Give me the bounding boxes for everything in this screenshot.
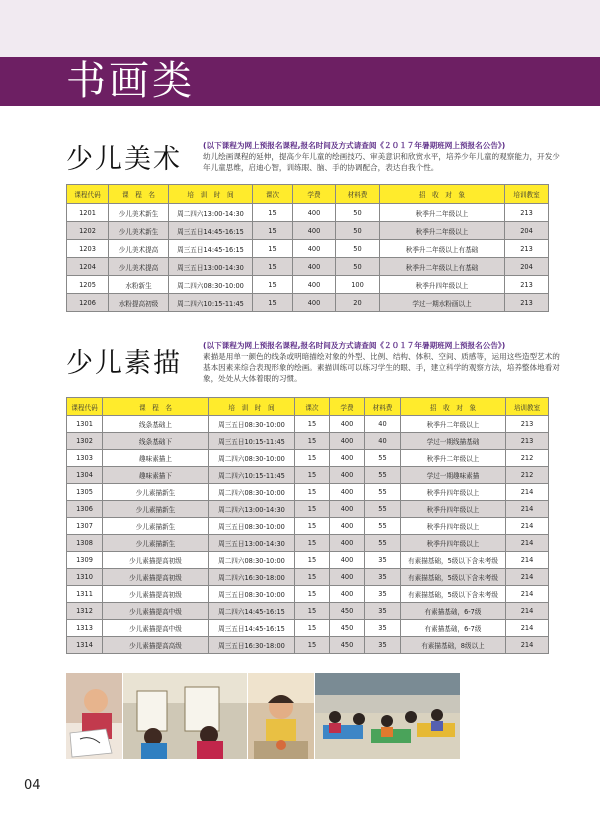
classroom-cell: 213 (506, 416, 549, 433)
sketch-section-title: 少儿素描 (66, 348, 182, 379)
eligibility-cell: 秋季升二年级以上有基础 (380, 258, 505, 276)
eligibility-cell: 有素描基础，5级以下含未考级 (401, 552, 506, 569)
schedule-cell: 周三五日10:15-11:45 (209, 433, 295, 450)
course-code-cell: 1302 (67, 433, 103, 450)
course-name-cell: 线条基础上 (103, 416, 209, 433)
eligibility-cell: 秋季升二年级以上 (401, 450, 506, 467)
material-fee-cell: 55 (365, 450, 401, 467)
eligibility-cell: 秋季升四年级以上 (401, 518, 506, 535)
course-code-cell: 1303 (67, 450, 103, 467)
tuition-cell: 400 (330, 569, 365, 586)
page-number: 04 (24, 778, 41, 793)
tuition-cell: 400 (330, 535, 365, 552)
classroom-cell: 213 (505, 204, 549, 222)
tuition-cell: 400 (330, 484, 365, 501)
eligibility-cell: 秋季升二年级以上 (401, 416, 506, 433)
photo-art-class-group (315, 673, 460, 759)
tuition-cell: 450 (330, 637, 365, 654)
sketch-enrollment-note: (以下课程为网上预报名课程,报名时间及方式请查阅《２０１７年暑期班网上预报名公告》) (203, 341, 506, 350)
course-code-cell: 1310 (67, 569, 103, 586)
column-header: 培 训 时 间 (169, 185, 253, 204)
material-fee-cell: 50 (336, 240, 380, 258)
photo-child-drawing (66, 673, 122, 759)
course-name-cell: 少儿素描提高高级 (103, 637, 209, 654)
tuition-cell: 400 (330, 518, 365, 535)
eligibility-cell: 秋季升四年级以上 (401, 535, 506, 552)
course-name-cell: 少儿素描提高中级 (103, 603, 209, 620)
course-name-cell: 少儿素描提高中级 (103, 620, 209, 637)
course-code-cell: 1308 (67, 535, 103, 552)
schedule-cell: 周三五日13:00-14:30 (169, 258, 253, 276)
sessions-cell: 15 (295, 518, 330, 535)
eligibility-cell: 秋季升二年级以上有基础 (380, 240, 505, 258)
eligibility-cell: 学过一期水粉画以上 (380, 294, 505, 312)
eligibility-cell: 学过一期趣味素描 (401, 467, 506, 484)
tuition-cell: 400 (330, 450, 365, 467)
material-fee-cell: 55 (365, 501, 401, 518)
course-code-cell: 1301 (67, 416, 103, 433)
classroom-cell: 213 (505, 240, 549, 258)
tuition-cell: 400 (293, 222, 336, 240)
tuition-cell: 400 (330, 416, 365, 433)
material-fee-cell: 35 (365, 620, 401, 637)
course-name-cell: 少儿素描新生 (103, 518, 209, 535)
table-row (67, 258, 549, 276)
material-fee-cell: 20 (336, 294, 380, 312)
schedule-cell: 周二四六08:30-10:00 (209, 450, 295, 467)
course-name-cell: 趣味素描下 (103, 467, 209, 484)
course-code-cell: 1202 (67, 222, 109, 240)
sessions-cell: 15 (295, 433, 330, 450)
column-header: 材料费 (365, 398, 401, 416)
classroom-cell: 204 (505, 258, 549, 276)
table-row (67, 552, 549, 569)
course-name-cell: 少儿美术新生 (109, 204, 169, 222)
tuition-cell: 400 (293, 204, 336, 222)
schedule-cell: 周三五日14:45-16:15 (169, 240, 253, 258)
course-code-cell: 1307 (67, 518, 103, 535)
material-fee-cell: 40 (365, 433, 401, 450)
classroom-cell: 214 (506, 501, 549, 518)
schedule-cell: 周三五日14:45-16:15 (169, 222, 253, 240)
material-fee-cell: 50 (336, 204, 380, 222)
column-header: 课程代码 (67, 398, 103, 416)
table-row (67, 240, 549, 258)
photo-classroom-easels (123, 673, 247, 759)
material-fee-cell: 55 (365, 467, 401, 484)
schedule-cell: 周三五日16:30-18:00 (209, 637, 295, 654)
schedule-cell: 周三五日08:30-10:00 (209, 416, 295, 433)
course-name-cell: 少儿美术提高 (109, 258, 169, 276)
classroom-cell: 213 (505, 294, 549, 312)
table-row (67, 586, 549, 603)
sessions-cell: 15 (253, 222, 293, 240)
art-description: 幼儿绘画课程的延伸，提高少年儿童的绘画技巧、审美意识和欣赏水平，培养少年儿童的观察能力，开发少年儿童思维，启迪心智，训练眼、脑、手的协调配合，表达自我个性。 (203, 152, 560, 172)
course-name-cell: 少儿素描提高初级 (103, 569, 209, 586)
course-name-cell: 少儿美术提高 (109, 240, 169, 258)
material-fee-cell: 35 (365, 569, 401, 586)
table-row (67, 569, 549, 586)
table-row (67, 433, 549, 450)
course-name-cell: 少儿素描新生 (103, 484, 209, 501)
material-fee-cell: 35 (365, 552, 401, 569)
table-row (67, 535, 549, 552)
schedule-cell: 周二四六14:45-16:15 (209, 603, 295, 620)
classroom-cell: 213 (505, 276, 549, 294)
schedule-cell: 周二四六10:15-11:45 (209, 467, 295, 484)
eligibility-cell: 有素描基础，8级以上 (401, 637, 506, 654)
course-name-cell: 少儿素描新生 (103, 535, 209, 552)
table-row (67, 501, 549, 518)
column-header: 学费 (293, 185, 336, 204)
table-header-row (67, 185, 549, 204)
material-fee-cell: 35 (365, 586, 401, 603)
tuition-cell: 400 (330, 552, 365, 569)
tuition-cell: 450 (330, 620, 365, 637)
tuition-cell: 400 (293, 294, 336, 312)
schedule-cell: 周二四六08:30-10:00 (209, 552, 295, 569)
tuition-cell: 400 (330, 501, 365, 518)
eligibility-cell: 秋季升四年级以上 (401, 501, 506, 518)
material-fee-cell: 40 (365, 416, 401, 433)
schedule-cell: 周二四六10:15-11:45 (169, 294, 253, 312)
photo-child-crafting (248, 673, 314, 759)
material-fee-cell: 35 (365, 603, 401, 620)
tuition-cell: 400 (330, 586, 365, 603)
classroom-cell: 214 (506, 484, 549, 501)
sessions-cell: 15 (295, 637, 330, 654)
table-header-row (67, 398, 549, 416)
course-code-cell: 1205 (67, 276, 109, 294)
schedule-cell: 周二四六13:00-14:30 (209, 501, 295, 518)
schedule-cell: 周二四六13:00-14:30 (169, 204, 253, 222)
tuition-cell: 400 (293, 258, 336, 276)
course-name-cell: 水粉提高初级 (109, 294, 169, 312)
art-schedule-table (66, 184, 549, 312)
sessions-cell: 15 (295, 416, 330, 433)
table-row (67, 204, 549, 222)
course-name-cell: 少儿素描新生 (103, 501, 209, 518)
sessions-cell: 15 (295, 501, 330, 518)
course-name-cell: 线条基础下 (103, 433, 209, 450)
material-fee-cell: 35 (365, 637, 401, 654)
sketch-schedule-table (66, 397, 549, 654)
material-fee-cell: 100 (336, 276, 380, 294)
column-header: 材料费 (336, 185, 380, 204)
classroom-cell: 212 (506, 467, 549, 484)
course-code-cell: 1311 (67, 586, 103, 603)
course-name-cell: 少儿素描提高初级 (103, 552, 209, 569)
sessions-cell: 15 (295, 552, 330, 569)
schedule-cell: 周二四六16:30-18:00 (209, 569, 295, 586)
sessions-cell: 15 (253, 276, 293, 294)
course-code-cell: 1314 (67, 637, 103, 654)
course-code-cell: 1203 (67, 240, 109, 258)
schedule-cell: 周三五日08:30-10:00 (209, 586, 295, 603)
sessions-cell: 15 (253, 258, 293, 276)
eligibility-cell: 秋季升四年级以上 (380, 276, 505, 294)
course-code-cell: 1306 (67, 501, 103, 518)
eligibility-cell: 秋季升二年级以上 (380, 222, 505, 240)
column-header: 课次 (295, 398, 330, 416)
tuition-cell: 400 (330, 467, 365, 484)
course-code-cell: 1312 (67, 603, 103, 620)
material-fee-cell: 50 (336, 258, 380, 276)
eligibility-cell: 有素描基础，5级以下含未考级 (401, 586, 506, 603)
material-fee-cell: 50 (336, 222, 380, 240)
sketch-description: 素描是用单一颜色的线条或明暗描绘对象的外型、比例、结构、体积、空间、质感等，运用这些造型艺术的基本因素来综合表现形象的绘画。素描训练可以练习学生的眼、手，建立科学的观察方法，培养整体地看对象，处处从大体着眼的习惯。 (203, 352, 560, 383)
banner-title: 书画类 (66, 58, 195, 104)
course-code-cell: 1313 (67, 620, 103, 637)
course-name-cell: 少儿美术新生 (109, 222, 169, 240)
column-header: 课 程 名 (109, 185, 169, 204)
course-code-cell: 1305 (67, 484, 103, 501)
table-row (67, 222, 549, 240)
course-code-cell: 1206 (67, 294, 109, 312)
sessions-cell: 15 (253, 240, 293, 258)
eligibility-cell: 有素描基础，6-7级 (401, 603, 506, 620)
classroom-cell: 214 (506, 535, 549, 552)
classroom-cell: 214 (506, 620, 549, 637)
art-enrollment-note: (以下课程为网上预报名课程,报名时间及方式请查阅《２０１７年暑期班网上预报名公告》) (203, 141, 506, 150)
category-banner (0, 57, 600, 106)
table-row (67, 620, 549, 637)
classroom-cell: 214 (506, 569, 549, 586)
art-section-title: 少儿美术 (66, 144, 182, 175)
table-row (67, 603, 549, 620)
tuition-cell: 400 (330, 433, 365, 450)
table-row (67, 416, 549, 433)
schedule-cell: 周二四六08:30-10:00 (169, 276, 253, 294)
classroom-cell: 213 (506, 433, 549, 450)
table-row (67, 518, 549, 535)
column-header: 课 程 名 (103, 398, 209, 416)
classroom-cell: 214 (506, 518, 549, 535)
course-name-cell: 趣味素描上 (103, 450, 209, 467)
classroom-cell: 212 (506, 450, 549, 467)
eligibility-cell: 秋季升二年级以上 (380, 204, 505, 222)
table-row (67, 467, 549, 484)
material-fee-cell: 55 (365, 535, 401, 552)
schedule-cell: 周三五日14:45-16:15 (209, 620, 295, 637)
material-fee-cell: 55 (365, 518, 401, 535)
classroom-cell: 214 (506, 586, 549, 603)
eligibility-cell: 秋季升四年级以上 (401, 484, 506, 501)
column-header: 学费 (330, 398, 365, 416)
tuition-cell: 400 (293, 276, 336, 294)
sessions-cell: 15 (295, 535, 330, 552)
course-name-cell: 水粉新生 (109, 276, 169, 294)
column-header: 培训教室 (505, 185, 549, 204)
sessions-cell: 15 (295, 620, 330, 637)
course-code-cell: 1201 (67, 204, 109, 222)
eligibility-cell: 有素描基础，5级以下含未考级 (401, 569, 506, 586)
schedule-cell: 周三五日13:00-14:30 (209, 535, 295, 552)
sessions-cell: 15 (295, 484, 330, 501)
column-header: 培训教室 (506, 398, 549, 416)
table-row (67, 294, 549, 312)
sessions-cell: 15 (253, 294, 293, 312)
sessions-cell: 15 (295, 603, 330, 620)
column-header: 培 训 时 间 (209, 398, 295, 416)
column-header: 课程代码 (67, 185, 109, 204)
column-header: 招 收 对 象 (401, 398, 506, 416)
eligibility-cell: 学过一期线描基础 (401, 433, 506, 450)
schedule-cell: 周二四六08:30-10:00 (209, 484, 295, 501)
table-row (67, 450, 549, 467)
table-row (67, 276, 549, 294)
classroom-cell: 214 (506, 552, 549, 569)
material-fee-cell: 55 (365, 484, 401, 501)
schedule-cell: 周三五日08:30-10:00 (209, 518, 295, 535)
classroom-cell: 204 (505, 222, 549, 240)
tuition-cell: 400 (293, 240, 336, 258)
classroom-cell: 214 (506, 603, 549, 620)
column-header: 课次 (253, 185, 293, 204)
table-row (67, 637, 549, 654)
course-code-cell: 1204 (67, 258, 109, 276)
sessions-cell: 15 (295, 467, 330, 484)
course-code-cell: 1309 (67, 552, 103, 569)
sessions-cell: 15 (295, 569, 330, 586)
table-row (67, 484, 549, 501)
tuition-cell: 450 (330, 603, 365, 620)
course-code-cell: 1304 (67, 467, 103, 484)
course-name-cell: 少儿素描提高初级 (103, 586, 209, 603)
sessions-cell: 15 (295, 586, 330, 603)
classroom-cell: 214 (506, 637, 549, 654)
column-header: 招 收 对 象 (380, 185, 505, 204)
sessions-cell: 15 (295, 450, 330, 467)
sessions-cell: 15 (253, 204, 293, 222)
eligibility-cell: 有素描基础，6-7级 (401, 620, 506, 637)
